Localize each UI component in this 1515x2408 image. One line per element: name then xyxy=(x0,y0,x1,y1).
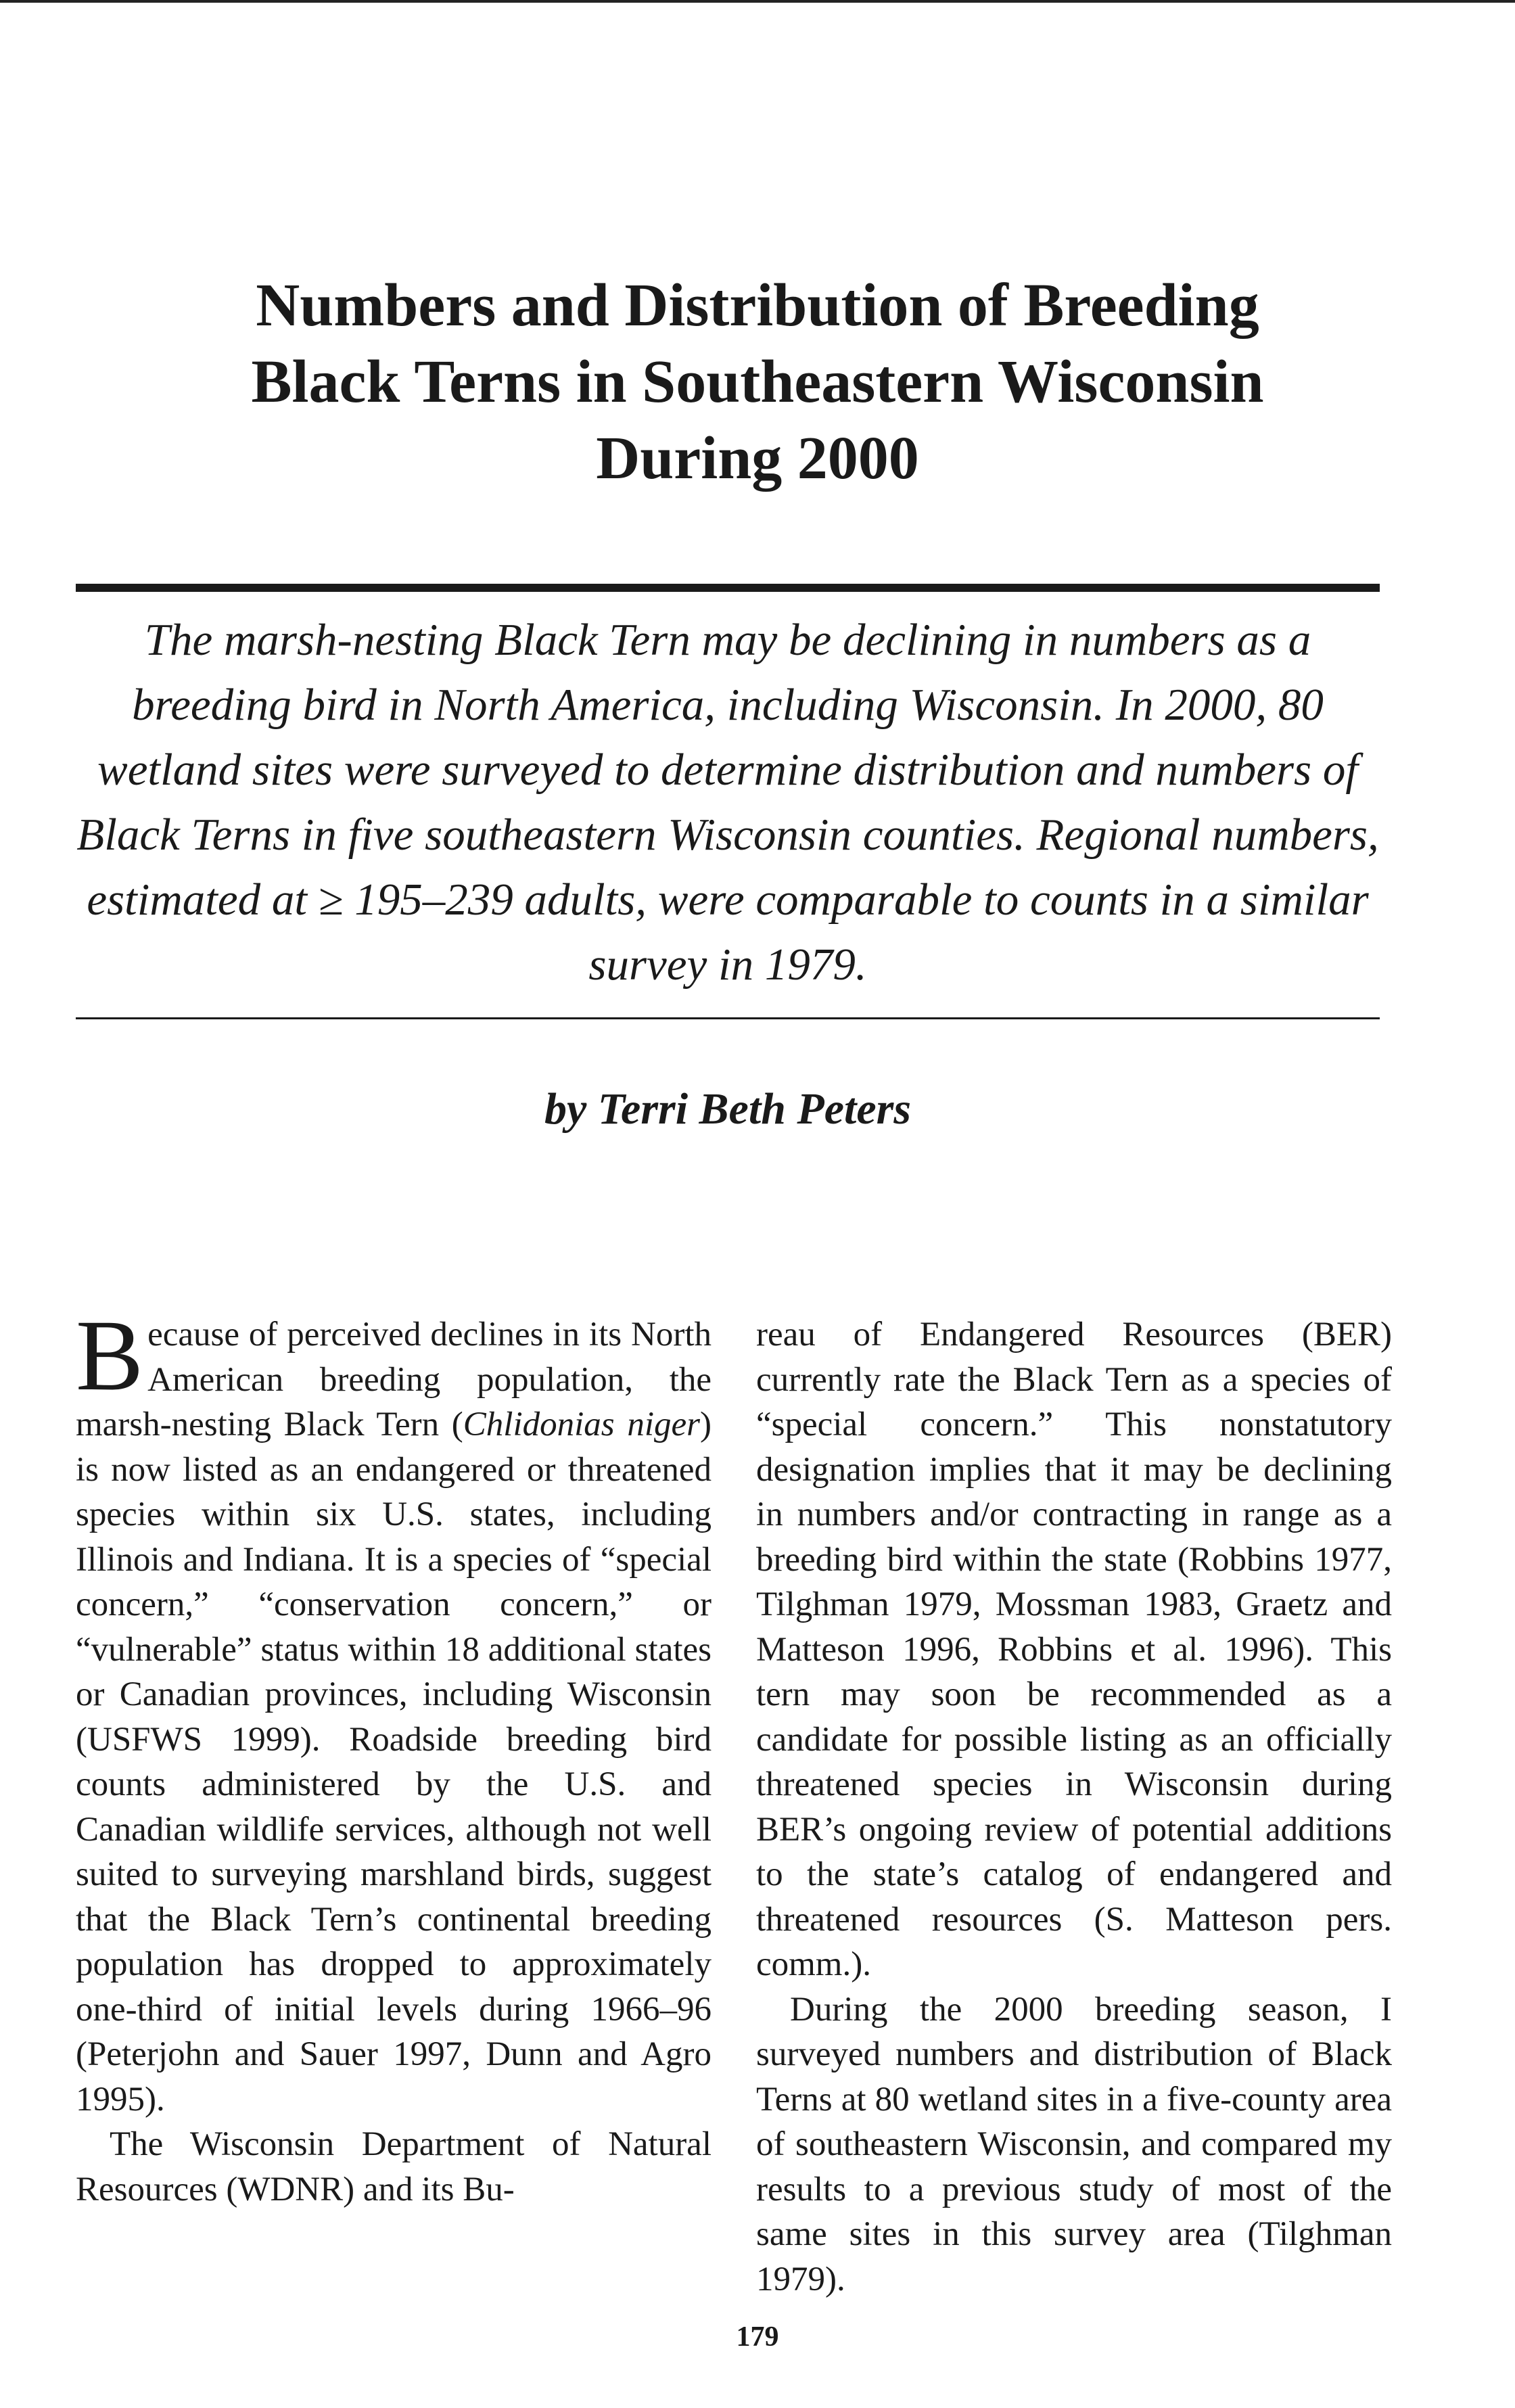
paragraph-3: During the 2000 breeding season, I surveyed numbers and distribution of Black Terns at 80 wetland sites in a five-county area of southeastern Wisconsin, and compared my results to a previous study of most of the same sites in this survey area (Tilghman 1979). xyxy=(756,1990,1392,2298)
title-line-1: Numbers and Distribution of Breeding xyxy=(256,272,1259,339)
paragraph-1 xyxy=(76,1299,712,2122)
paragraph-1-text-b: ) is now listed as an endangered or threatened species within six U.S. states, including Illinois and Indiana. It is a species of “special concern,” “conservation concern,” or “vulnerable” status within 18 additional states or Canadian provinces, including Wisconsin (USFWS 1999). Roadside breeding bird counts administered by the U.S. and Canadian wildlife services, although not well suited to surveying marshland birds, suggest that the Black Tern’s continental breeding population has dropped to approximately one-third of initial levels during 1966–96 (Peterjohn and Sauer 1997, Dunn and Agro 1995). xyxy=(76,1406,712,2118)
byline: by Terri Beth Peters xyxy=(544,1084,912,1134)
paragraph-2-start: The Wisconsin Department of Natural Resources (WDNR) and its Bu- xyxy=(76,2125,712,2208)
title-line-3: During 2000 xyxy=(596,425,919,492)
abstract: The marsh-nesting Black Tern may be declining in numbers as a breeding bird in North America, including Wisconsin. In 2000, 80 wetland sites were surveyed to determine distribution and numbers of Black Terns in five southeastern Wisconsin counties. Regional numbers, estimated at ≥ 195–239 adults, were comparable to counts in a similar survey in 1979. xyxy=(76,615,1379,990)
paragraph-1-text-a: ecause of perceived declines in its North American breeding population, the marsh-nesting Black Tern ( xyxy=(76,1316,712,1443)
article-title xyxy=(108,267,1407,496)
title-line-2: Black Terns in Southeastern Wisconsin xyxy=(251,348,1264,415)
page-number: 179 xyxy=(736,2321,779,2353)
abstract-bottom-rule xyxy=(76,1017,1380,1019)
body-column-left xyxy=(76,1299,712,2212)
top-rule xyxy=(0,0,1515,3)
abstract-top-rule xyxy=(76,584,1380,592)
paragraph-2-continued: reau of Endangered Resources (BER) currently rate the Black Tern as a species of “special concern.” This nonstatutory designation implies that it may be declining in numbers and/or contracting in range as a breeding bird within the state (Robbins 1977, Tilghman 1979, Mossman 1983, Graetz and Matteson 1996, Robbins et al. 1996). This tern may soon be recommended as a candidate for possible listing as an officially threatened species in Wisconsin during BER’s ongoing review of potential additions to the state’s catalog of endangered and threatened resources (S. Matteson pers. comm.). xyxy=(756,1316,1392,1983)
drop-cap: B xyxy=(76,1299,144,1412)
body-column-right xyxy=(756,1312,1392,2302)
species-name: Chlidonias niger xyxy=(463,1406,701,1443)
